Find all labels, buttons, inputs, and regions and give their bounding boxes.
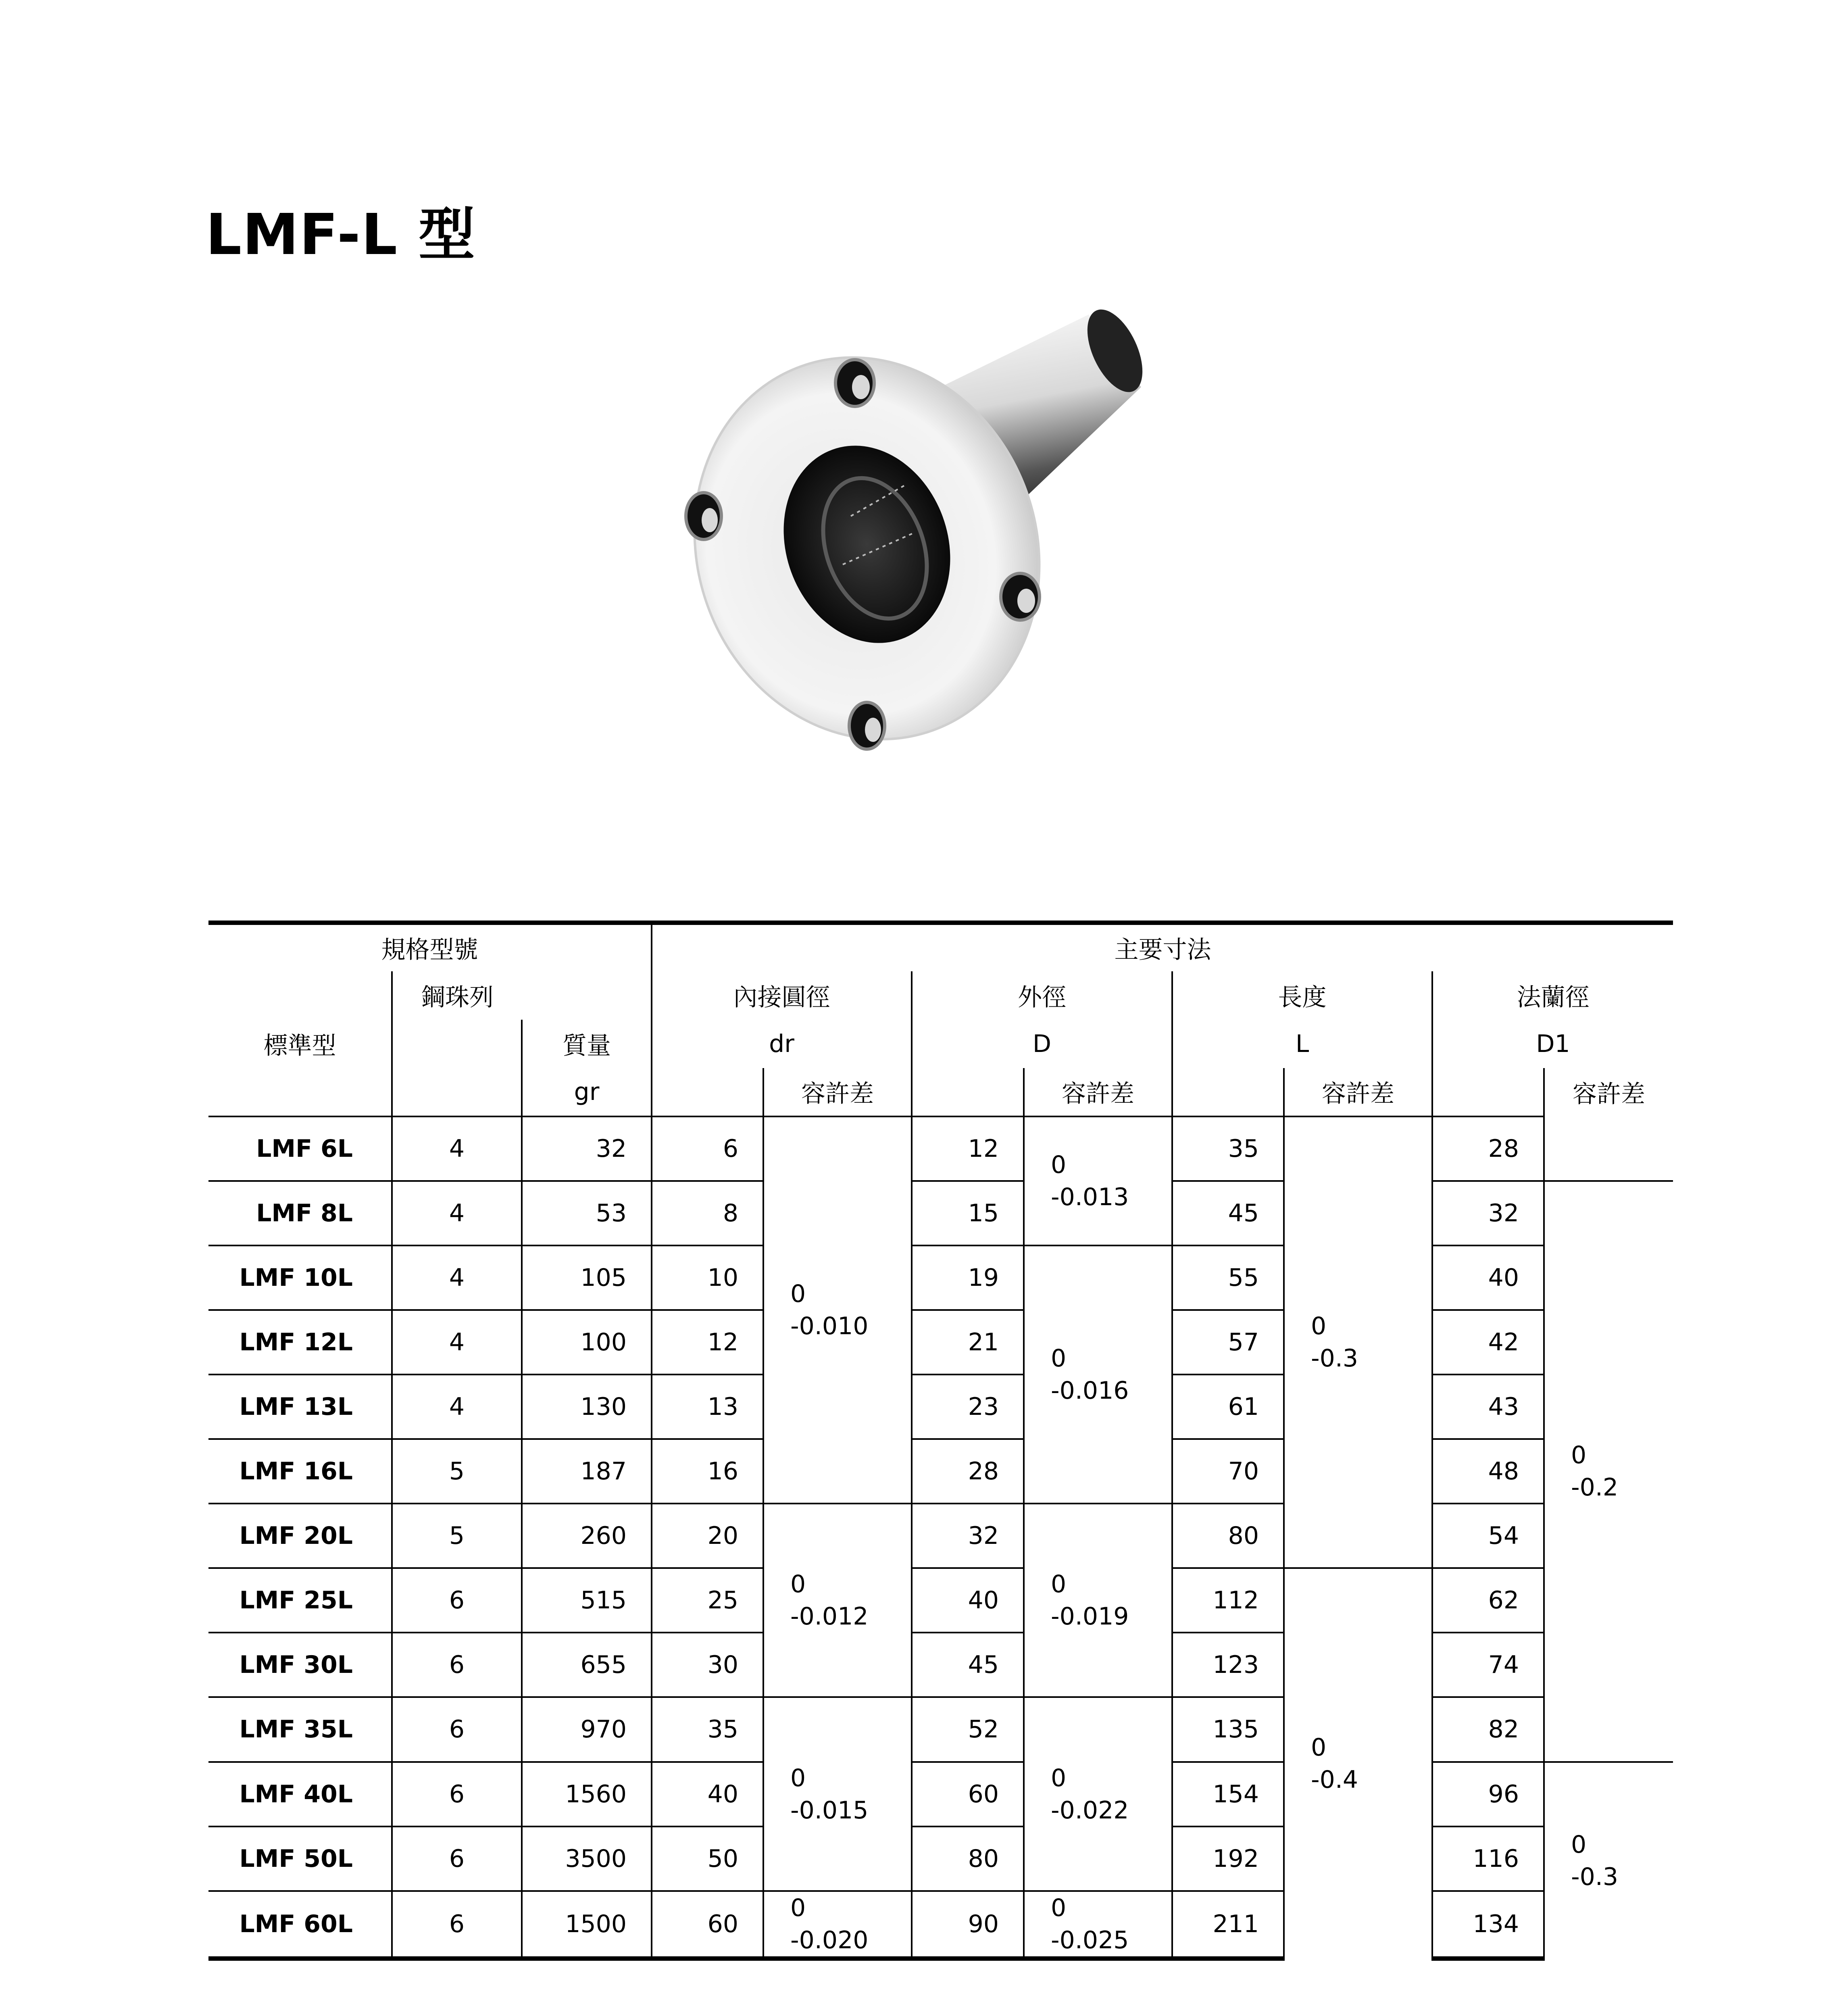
tolerance-header: 容許差 (1024, 1068, 1172, 1116)
D-cell: 28 (912, 1439, 1024, 1504)
tol-lower: -0.3 (1571, 1862, 1619, 1891)
D-cell: 32 (912, 1504, 1024, 1568)
tol-upper: 0 (1051, 1893, 1067, 1922)
tol-lower: -0.010 (790, 1312, 869, 1340)
dr-cell: 13 (652, 1375, 763, 1439)
model-cell: LMF 8L (208, 1181, 392, 1245)
D-cell: 15 (912, 1181, 1024, 1245)
mass-cell: 655 (522, 1633, 652, 1697)
mass-cell: 970 (522, 1697, 652, 1762)
dr-tolerance (763, 1504, 912, 1697)
L-cell: 135 (1172, 1697, 1284, 1762)
D-cell: 40 (912, 1568, 1024, 1633)
tol-upper: 0 (1051, 1570, 1067, 1599)
mass-header: 質量 (522, 1020, 652, 1068)
tol-lower: -0.4 (1311, 1766, 1358, 1794)
flange-dia-header: 法蘭徑 (1432, 971, 1673, 1020)
D1-cell: 48 (1432, 1439, 1544, 1504)
balls-cell: 6 (392, 1891, 522, 1959)
table-row (208, 1310, 1673, 1375)
D-tolerance (1024, 1504, 1172, 1697)
D-cell: 12 (912, 1116, 1024, 1181)
mass-cell: 1560 (522, 1762, 652, 1826)
tol-lower: -0.3 (1311, 1344, 1358, 1373)
L-cell: 45 (1172, 1181, 1284, 1245)
mass-cell: 105 (522, 1245, 652, 1310)
tol-upper: 0 (1571, 1441, 1587, 1470)
table-row (208, 1633, 1673, 1697)
tol-upper: 0 (1051, 1344, 1067, 1373)
D1-tolerance-top (1544, 1116, 1673, 1181)
page-title: LMF-L 型 (206, 202, 476, 268)
tol-upper: 0 (1311, 1733, 1327, 1762)
tol-upper: 0 (1051, 1764, 1067, 1792)
model-cell: LMF 6L (208, 1116, 392, 1181)
D-cell: 21 (912, 1310, 1024, 1375)
tol-upper: 0 (790, 1279, 806, 1308)
D-cell: 23 (912, 1375, 1024, 1439)
balls-cell: 6 (392, 1826, 522, 1891)
dr-cell: 16 (652, 1439, 763, 1504)
dr-cell: 40 (652, 1762, 763, 1826)
D1-cell: 42 (1432, 1310, 1544, 1375)
D1-cell: 82 (1432, 1697, 1544, 1762)
tolerance-header: 容許差 (763, 1068, 912, 1116)
tol-upper: 0 (1311, 1312, 1327, 1341)
mass-cell: 3500 (522, 1826, 652, 1891)
tol-lower: -0.019 (1051, 1602, 1129, 1631)
D1-cell: 32 (1432, 1181, 1544, 1245)
D1-cell: 116 (1432, 1826, 1544, 1891)
mass-cell: 100 (522, 1310, 652, 1375)
D-cell: 19 (912, 1245, 1024, 1310)
mass-unit: gr (522, 1068, 652, 1116)
dr-cell: 8 (652, 1181, 763, 1245)
tol-upper: 0 (1571, 1830, 1587, 1859)
dr-cell: 12 (652, 1310, 763, 1375)
D1-cell: 43 (1432, 1375, 1544, 1439)
dr-cell: 50 (652, 1826, 763, 1891)
L-cell: 154 (1172, 1762, 1284, 1826)
inner-dia-header: 內接圓徑 (652, 971, 912, 1020)
balls-cell: 6 (392, 1633, 522, 1697)
tol-lower: -0.013 (1051, 1183, 1129, 1211)
flange-bearing-photo (665, 306, 1250, 839)
D-cell: 90 (912, 1891, 1024, 1959)
dr-cell: 20 (652, 1504, 763, 1568)
ball-rows-header: 鋼珠列 (392, 971, 522, 1020)
model-cell: LMF 12L (208, 1310, 392, 1375)
tol-lower: -0.015 (790, 1796, 869, 1824)
dr-cell: 25 (652, 1568, 763, 1633)
L-cell: 211 (1172, 1891, 1284, 1959)
D-tolerance (1024, 1116, 1172, 1245)
mass-cell: 32 (522, 1116, 652, 1181)
table-row (208, 1439, 1673, 1504)
balls-cell: 4 (392, 1375, 522, 1439)
dr-cell: 60 (652, 1891, 763, 1959)
D1-cell: 40 (1432, 1245, 1544, 1310)
model-cell: LMF 35L (208, 1697, 392, 1762)
tol-lower: -0.020 (790, 1926, 869, 1954)
L-cell: 123 (1172, 1633, 1284, 1697)
model-cell: LMF 16L (208, 1439, 392, 1504)
tol-lower: -0.016 (1051, 1377, 1129, 1405)
L-cell: 80 (1172, 1504, 1284, 1568)
D-cell: 60 (912, 1762, 1024, 1826)
table-row (208, 1826, 1673, 1891)
spec-table (208, 921, 1673, 1961)
mass-cell: 130 (522, 1375, 652, 1439)
model-cell: LMF 10L (208, 1245, 392, 1310)
dr-cell: 30 (652, 1633, 763, 1697)
table-row (208, 1891, 1673, 1959)
model-cell: LMF 13L (208, 1375, 392, 1439)
model-cell: LMF 60L (208, 1891, 392, 1959)
header-row-3 (208, 1020, 1673, 1068)
L-cell: 35 (1172, 1116, 1284, 1181)
L-tolerance (1284, 1568, 1432, 1958)
flange-symbol: D1 (1432, 1020, 1673, 1068)
balls-cell: 4 (392, 1116, 522, 1181)
mass-cell: 260 (522, 1504, 652, 1568)
table-row (208, 1568, 1673, 1633)
D-cell: 80 (912, 1826, 1024, 1891)
D1-cell: 62 (1432, 1568, 1544, 1633)
D1-tolerance (1544, 1181, 1673, 1762)
L-tolerance (1284, 1116, 1432, 1568)
D-tolerance (1024, 1245, 1172, 1504)
table-row (208, 1697, 1673, 1762)
tol-upper: 0 (790, 1570, 806, 1599)
outer-dia-header: 外徑 (912, 971, 1172, 1020)
header-row-1 (208, 923, 1673, 971)
L-cell: 70 (1172, 1439, 1284, 1504)
tol-upper: 0 (1051, 1150, 1067, 1179)
dr-tolerance (763, 1116, 912, 1504)
D-tolerance (1024, 1697, 1172, 1891)
table-row (208, 1245, 1673, 1310)
table-row (208, 1504, 1673, 1568)
model-cell: LMF 20L (208, 1504, 392, 1568)
balls-cell: 4 (392, 1245, 522, 1310)
standard-header: 標準型 (263, 1031, 336, 1060)
D1-cell: 74 (1432, 1633, 1544, 1697)
main-dims-header: 主要寸法 (652, 923, 1673, 971)
L-cell: 61 (1172, 1375, 1284, 1439)
D1-cell: 28 (1432, 1116, 1544, 1181)
tol-upper: 0 (790, 1764, 806, 1792)
balls-cell: 5 (392, 1439, 522, 1504)
tol-lower: -0.025 (1051, 1926, 1129, 1954)
tol-lower: -0.012 (790, 1602, 869, 1631)
tol-lower: -0.2 (1571, 1473, 1619, 1502)
L-cell: 55 (1172, 1245, 1284, 1310)
header-row-2 (208, 971, 1673, 1020)
header-row-4 (208, 1068, 1673, 1116)
tolerance-header: 容許差 (1284, 1068, 1432, 1116)
length-header: 長度 (1172, 971, 1432, 1020)
mass-cell: 187 (522, 1439, 652, 1504)
outer-symbol: D (912, 1020, 1172, 1068)
balls-cell: 6 (392, 1697, 522, 1762)
mass-cell: 1500 (522, 1891, 652, 1959)
L-cell: 192 (1172, 1826, 1284, 1891)
mass-cell: 515 (522, 1568, 652, 1633)
L-cell: 112 (1172, 1568, 1284, 1633)
balls-cell: 6 (392, 1762, 522, 1826)
D1-cell: 134 (1432, 1891, 1544, 1959)
table-row (208, 1762, 1673, 1826)
D1-cell: 54 (1432, 1504, 1544, 1568)
tol-lower: -0.022 (1051, 1796, 1129, 1824)
dr-tolerance (763, 1891, 912, 1959)
D1-cell: 96 (1432, 1762, 1544, 1826)
dr-cell: 35 (652, 1697, 763, 1762)
model-cell: LMF 50L (208, 1826, 392, 1891)
D-cell: 45 (912, 1633, 1024, 1697)
spec-model-header: 規格型號 (208, 923, 652, 971)
table-row (208, 1181, 1673, 1245)
dr-cell: 10 (652, 1245, 763, 1310)
L-cell: 57 (1172, 1310, 1284, 1375)
D-cell: 52 (912, 1697, 1024, 1762)
dr-tolerance (763, 1697, 912, 1891)
tol-upper: 0 (790, 1893, 806, 1922)
balls-cell: 6 (392, 1568, 522, 1633)
length-symbol: L (1172, 1020, 1432, 1068)
D1-tolerance (1544, 1762, 1673, 1959)
table-row (208, 1375, 1673, 1439)
model-cell: LMF 25L (208, 1568, 392, 1633)
inner-symbol: dr (652, 1020, 912, 1068)
balls-cell: 4 (392, 1181, 522, 1245)
tolerance-header: 容許差 (1544, 1068, 1673, 1116)
table-row (208, 1116, 1673, 1181)
balls-cell: 4 (392, 1310, 522, 1375)
model-cell: LMF 40L (208, 1762, 392, 1826)
D-tolerance (1024, 1891, 1172, 1959)
dr-cell: 6 (652, 1116, 763, 1181)
mass-cell: 53 (522, 1181, 652, 1245)
balls-cell: 5 (392, 1504, 522, 1568)
model-cell: LMF 30L (208, 1633, 392, 1697)
